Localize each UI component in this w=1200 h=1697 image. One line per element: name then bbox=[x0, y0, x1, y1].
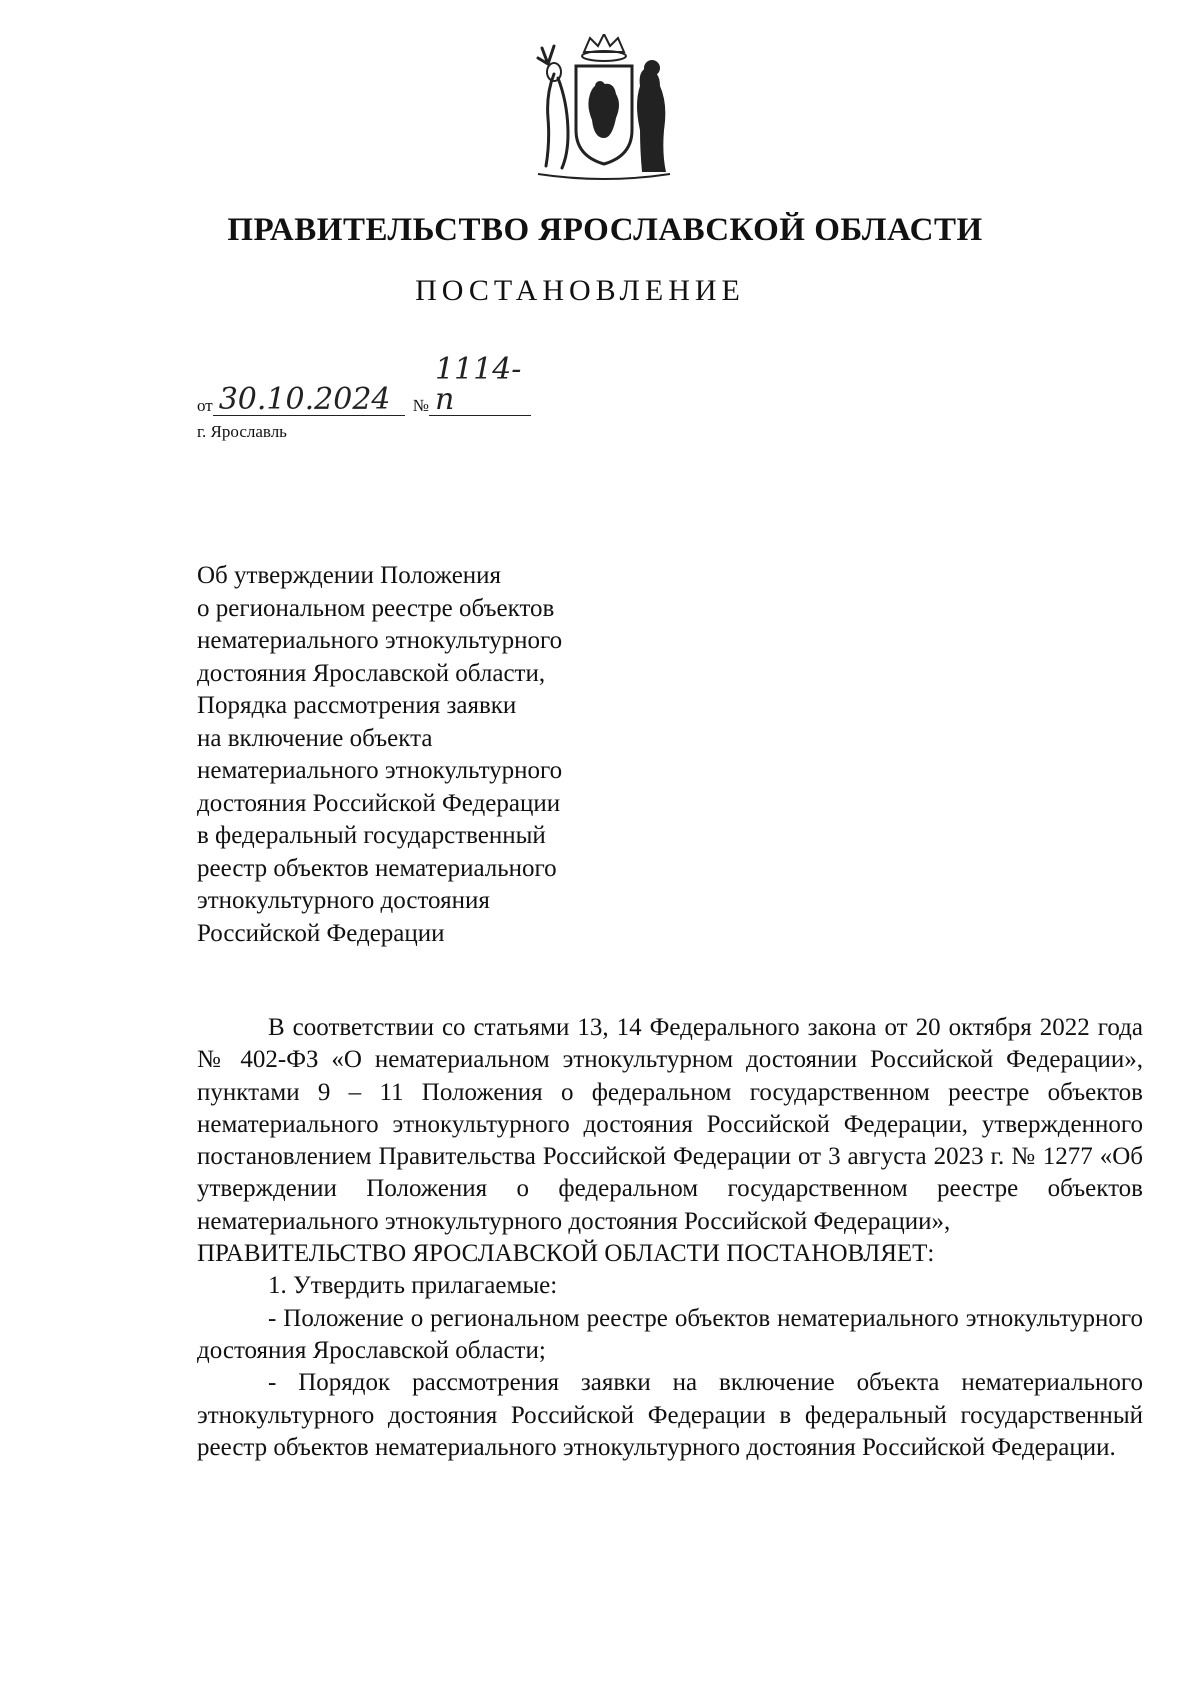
subject-line: достояния Ярославской области, bbox=[197, 659, 546, 687]
subject-line: Порядка рассмотрения заявки bbox=[197, 692, 517, 719]
subject-line: реестр объектов нематериального bbox=[197, 854, 557, 882]
resolves-line: ПРАВИТЕЛЬСТВО ЯРОСЛАВСКОЙ ОБЛАСТИ ПОСТАНОВЛЯЕТ: bbox=[197, 1240, 935, 1268]
document-body bbox=[197, 1012, 1143, 1464]
subject-line: о региональном реестре объектов bbox=[197, 594, 555, 622]
subject-line: в федеральный государственный bbox=[197, 822, 546, 849]
preamble-paragraph: В соответствии со статьями 13, 14 Федерального закона от 20 октября 2022 года № 402-ФЗ «О нематериальном этнокультурном достоянии Российской Федерации», пунктами 9 – 11 Положения о федеральном государственном реестре объектов нематериального этнокультурного достояния Российской Федерации, утвержденного постановлением Правительства Российской Федерации от 3 августа 2023 г. № 1277 «Об утверждении Положения о федеральном государственном реестре объектов нематериального этнокультурного достояния Российской Федерации», bbox=[197, 1014, 1143, 1235]
subject-line: Российской Федерации bbox=[197, 919, 445, 947]
document-number: 1114-п bbox=[429, 355, 531, 416]
item-1-b: - Порядок рассмотрения заявки на включение объекта нематериального этнокультурного достояния Российской Федерации в федеральный государственный реестр объектов нематериального этнокультурного достояния Российской Федерации. bbox=[197, 1369, 1143, 1461]
organization-title: ПРАВИТЕЛЬСТВО ЯРОСЛАВСКОЙ ОБЛАСТИ bbox=[227, 212, 983, 248]
item-1-a: - Положение о региональном реестре объектов нематериального этнокультурного достояния Ярославской области; bbox=[197, 1304, 1143, 1364]
item-1: 1. Утвердить прилагаемые: bbox=[268, 1272, 558, 1300]
subject-line: нематериального этнокультурного bbox=[197, 627, 563, 654]
document-city: г. Ярославль bbox=[197, 422, 287, 441]
document-subject bbox=[197, 560, 562, 950]
subject-line: этнокультурного достояния bbox=[197, 887, 490, 914]
date-number-line bbox=[197, 352, 531, 417]
subject-line: достояния Российской Федерации bbox=[197, 789, 561, 817]
subject-line: нематериального этнокультурного bbox=[197, 757, 563, 784]
number-prefix: № bbox=[412, 396, 429, 415]
coat-of-arms-icon bbox=[528, 34, 680, 184]
document-type: ПОСТАНОВЛЕНИЕ bbox=[415, 274, 745, 307]
subject-line: Об утверждении Положения bbox=[197, 562, 502, 589]
subject-line: на включение объекта bbox=[197, 724, 433, 752]
date-prefix: от bbox=[197, 396, 213, 415]
document-date: 30.10.2024 bbox=[213, 385, 405, 416]
document-meta bbox=[197, 352, 531, 442]
